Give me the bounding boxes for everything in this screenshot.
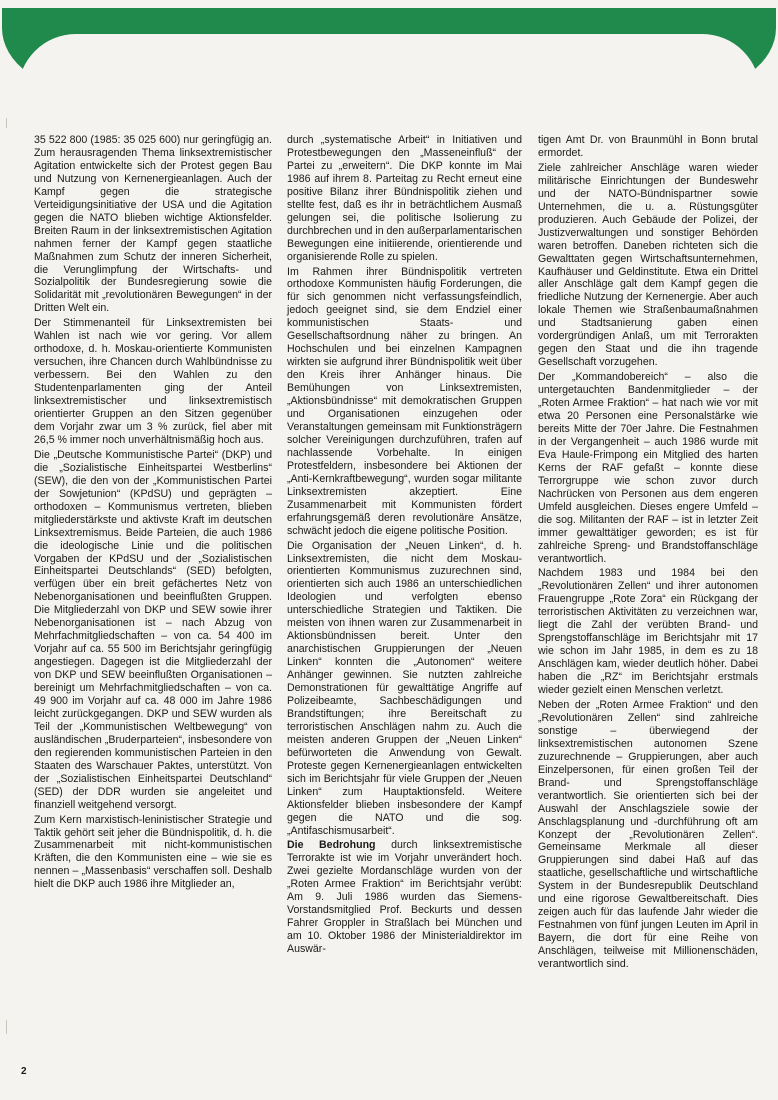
paragraph: Die Organisation der „Neuen Linken“, d. h. Linksextremisten, die nicht dem Moskau-orientierten Kommunismus zuzurechnen sind, orientierten sich auch 1986 an unterschiedlichen Ideologien und verfolgten ebenso unterschiedliche Strategien und Taktiken. Die meisten von ihnen waren zur Zusammenarbeit in Aktionsbündnissen bereit. Unter den anarchistischen Gruppierungen der „Neuen Linken“ konnten die „Autonomen“ weitere Anhänger gewinnen. Sie nutzten zahlreiche Demonstrationen für gewalttätige Angriffe auf Polizeibeamte, Sachbeschädigungen und Brandstiftungen; ihre Bereitschaft zu terroristischen Anschlägen nahm zu. Auch die meisten anderen Gruppen der „Neuen Linken“ befürworteten die Anwendung von Gewalt. Proteste gegen Kernenergieanlagen entwickelten sich im Berichtsjahr für viele Gruppen der „Neuen Linken“ zum Hauptaktionsfeld. Weitere Aktionsfelder blieben insbesondere der Kampf gegen die NATO und die sog. „Antifaschismusarbeit“.	[287, 539, 522, 837]
page-number: 2	[21, 1066, 27, 1077]
paragraph: Der Stimmenanteil für Linksextremisten bei Wahlen ist nach wie vor gering. Vor allem orthodoxe, d. h. Moskau-orientierte Kommunisten versuchen, ihre Chancen durch Wahlbündnisse zu verbessern. Bei den Wahlen zu den Studentenparlamenten ging der Anteil linksextremistischer und linksextremistisch orientierter Gruppen an den Sitzen gegenüber dem Vorjahr zwar um 3 % zurück, fiel aber mit 26,5 % immer noch unverhältnismäßig hoch aus.	[34, 317, 272, 446]
paragraph: Zum Kern marxistisch-leninistischer Strategie und Taktik gehört seit jeher die Bündnispolitik, d. h. die Zusammenarbeit mit nicht-kommunistischen Kräften, die den Kommunisten eine – wie sie es nennen – „Massenbasis“ verschaffen soll. Deshalb hielt die DKP auch 1986 ihre Mitglieder an,	[34, 813, 272, 891]
text-column-1	[34, 134, 272, 893]
paragraph: Neben der „Roten Armee Fraktion“ und den „Revolutionären Zellen“ sind zahlreiche sonstige – überwiegend der linksextremistischen autonomen Szene zuzurechnende – Gruppierungen, aber auch Einzelpersonen, für einen großen Teil der Brand- und Sprengstoffanschläge verantwortlich. Sie orientierten sich bei der Auswahl der Anschlagsziele sowie der Anschlagsplanung und -durchführung oft am Konzept der „Revolutionären Zellen“. Gemeinsame Merkmale all dieser Gruppierungen sind dabei Haß auf das staatliche, gesellschaftliche und wirtschaftliche System in der Bundesrepublik Deutschland und eine rigorose Gewaltbereitschaft. Dies zeigen auch für das laufende Jahr wieder die Festnahmen von fünf jungen Leuten im April in Bayern, die dort für eine Reihe von Anschlägen, teilweise mit Millionenschäden, verantwortlich sind.	[538, 698, 758, 971]
header-banner-cutout	[18, 34, 760, 92]
margin-mark	[6, 1020, 7, 1034]
paragraph: 35 522 800 (1985: 35 025 600) nur geringfügig an. Zum herausragenden Thema linksextremistischer Agitation entwickelte sich der Protest gegen Bau und Nutzung von Kernenergieanlagen. Auch der Kampf gegen die strategische Verteidigungsinitiative der USA und die Agitation gegen die NATO blieben wichtige Aktionsfelder. Breiten Raum in der linksextremistischen Agitation nahmen ferner der Kampf gegen staatliche Maßnahmen zum Schutz der inneren Sicherheit, die Verunglimpfung der Wirtschafts- und Sozialpolitik der Bundesregierung sowie die Solidarität mit „revolutionären Bewegungen“ in der Dritten Welt ein.	[34, 134, 272, 315]
paragraph: Die „Deutsche Kommunistische Partei“ (DKP) und die „Sozialistische Einheitspartei Westberlins“ (SEW), die den von der „Kommunistischen Partei der Sowjetunion“ (KPdSU) und geprägten – orthodoxen – Kommunismus vertreten, blieben mitgliederstärkste und aktivste Kraft im deutschen Linksextremismus. Beide Parteien, die auch 1986 die ideologische Linie und die politischen Vorgaben der KPdSU und der „Sozialistischen Einheitspartei Deutschlands“ (SED) befolgten, verfügen über ein breit gefächertes Netz von Nebenorganisationen und beeinflußten Gruppen. Die Mitgliederzahl von DKP und SEW sowie ihrer Nebenorganisationen ist – nach Abzug von Mehrfachmitgliedschaften – von ca. 54 400 im Vorjahr auf ca. 55 500 im Berichtsjahr geringfügig angestiegen. Dagegen ist die Mitgliederzahl der von DKP und SEW beeinflußten Organisationen – bereinigt um Mehrfachmitgliedschaften – von ca. 49 900 im Vorjahr auf ca. 48 000 im Jahre 1986 leicht zurückgegangen. DKP und SEW wurden als Teil der „Kommunistischen Weltbewegung“ von ausländischen „Bruderparteien“, insbesondere von den regierenden kommunistischen Parteien in den Staaten des Warschauer Paktes, unterstützt. Von der „Sozialistischen Einheitspartei Deutschland“ (SED) der DDR wurden sie angeleitet und finanziell weitgehend versorgt.	[34, 448, 272, 811]
margin-mark	[6, 118, 7, 128]
paragraph: tigen Amt Dr. von Braunmühl in Bonn brutal ermordet.	[538, 134, 758, 159]
paragraph-body: durch linksextremistische Terrorakte ist wie im Vorjahr unverändert hoch. Zwei gezielte Mordanschläge wurden von der „Roten Armee Fraktion“ im Berichtsjahr verübt: Am 9. Juli 1986 wurden das Siemens-Vorstandsmitglied Prof. Beckurts und dessen Fahrer Groppler in Straßlach bei München und am 10. Oktober 1986 der Ministerialdirektor im Auswär-	[287, 839, 523, 956]
paragraph: durch „systematische Arbeit“ in Initiativen und Protestbewegungen den „Masseneinfluß“ der Partei zu „erweitern“. Die DKP konnte im Mai 1986 auf ihrem 8. Parteitag zu Recht erneut eine positive Bilanz ihrer Bündnispolitik ziehen und stellte fest, daß es ihr in beträchtlichem Ausmaß gelungen sei, die politische Isolierung zu durchbrechen und in den außerparlamentarischen Bewegungen eine initiierende, orientierende und organisierende Rolle zu spielen.	[287, 134, 522, 263]
paragraph: Der „Kommandobereich“ – also die untergetauchten Bandenmitglieder – der „Roten Armee Fraktion“ – hat nach wie vor mit etwa 20 Personen eine Personalstärke wie bereits Mitte der 70er Jahre. Die Festnahmen in der Vergangenheit – auch 1986 wurde mit Eva Haule-Frimpong ein Mitglied des harten Kerns der RAF gefaßt – konnte diese Terrorgruppe wie schon zuvor durch Nachrücken von Personen aus dem engeren Umfeld ausgleichen. Dieses engere Umfeld – die sog. Militanten der RAF – ist in letzter Zeit immer gewalttätiger geworden; es ist für zahlreiche Spreng- und Brandstoffanschläge verantwortlich.	[538, 371, 758, 565]
paragraph: Ziele zahlreicher Anschläge waren wieder militärische Einrichtungen der Bundeswehr und der NATO-Bündnispartner sowie Unternehmen, die u. a. Rüstungsgüter produzieren. Auch Gebäude der Polizei, der Justizverwaltungen und sonstiger Behörden waren betroffen. Daneben richteten sich die Gewalttaten gegen Wirtschaftsunternehmen, Kaufhäuser und Geldinstitute. Etwa ein Drittel aller Anschläge galt dem Kampf gegen die friedliche Nutzung der Kernenergie. Aber auch lokale Themen wie Straßenbaumaßnahmen und Stadtsanierung gaben einen vordergründigen Anlaß, um mit Terrorakten gegen den Staat und die ihn tragende Gesellschaft vorzugehen.	[538, 161, 758, 369]
paragraph-lead: Die Bedrohung	[287, 839, 376, 852]
paragraph	[287, 839, 522, 956]
text-column-3	[538, 134, 758, 973]
paragraph: Nachdem 1983 und 1984 bei den „Revolutionären Zellen“ und ihrer autonomen Frauengruppe „Rote Zora“ ein Rückgang der terroristischen Aktivitäten zu verzeichnen war, liegt die Zahl der verübten Brand- und Sprengstoffanschläge im Berichtsjahr mit 17 wie schon im Jahr 1985, in dem es zu 18 Anschlägen kam, wieder deutlich höher. Dabei haben die „RZ“ im Berichtsjahr erstmals wieder gezielt einen Menschen verletzt.	[538, 567, 758, 697]
text-column-2	[287, 134, 522, 958]
paragraph: Im Rahmen ihrer Bündnispolitik vertreten orthodoxe Kommunisten häufig Forderungen, die für sich genommen nicht verfassungsfeindlich, jedoch geeignet sind, sie dem Endziel einer kommunistischen Staats- und Gesellschaftsordnung näher zu bringen. An Hochschulen und bei einzelnen Kampagnen wirkten sie aufgrund ihrer Bündnispolitik weit über den Kreis ihrer Anhänger hinaus. Die Bemühungen von Linksextremisten, „Aktionsbündnisse“ mit demokratischen Gruppen und Organisationen einzugehen oder Veranstaltungen gemeinsam mit Funktionsträgern solcher Vereinigungen durchzuführen, trafen auf nachlassende Vorbehalte. In einigen Protestfeldern, insbesondere bei Aktionen der „Anti-Kernkraftbewegung“, wurden sogar militante Linksextremisten akzeptiert. Eine Zusammenarbeit mit Kommunisten fördert erfahrungsgemäß deren revolutionäre Ansätze, schwächt jedoch die eigene politische Position.	[287, 265, 522, 537]
